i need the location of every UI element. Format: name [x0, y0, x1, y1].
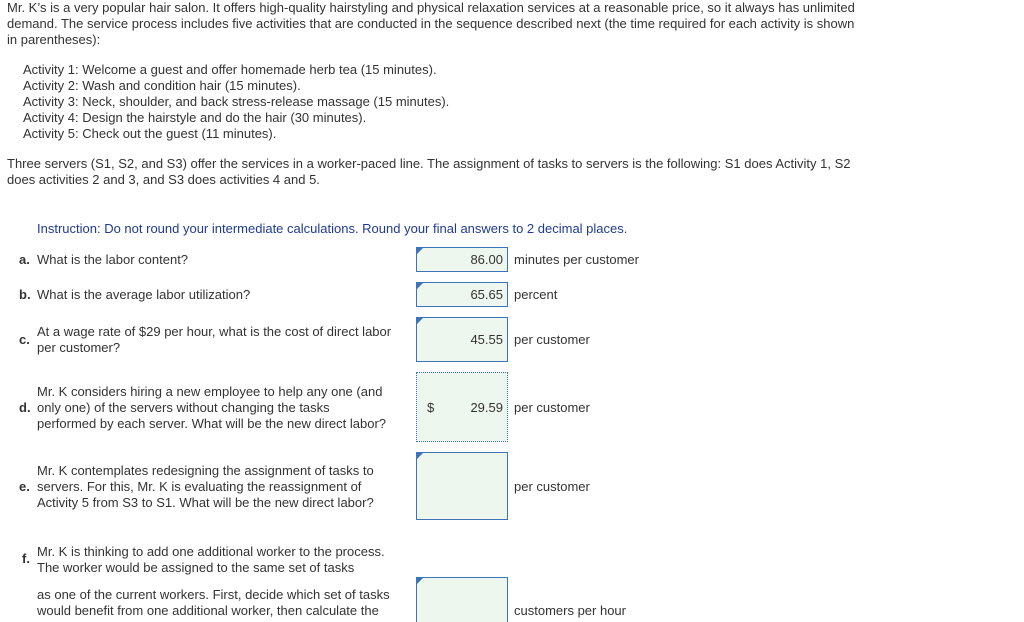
- question-d-line: Mr. K considers hiring a new employee to help any one (and: [37, 384, 383, 399]
- question-b-text: What is the average labor utilization?: [37, 287, 251, 302]
- activity-5: Activity 5: Check out the guest (11 minutes).: [23, 126, 277, 141]
- question-c-line: per customer?: [37, 340, 121, 355]
- answer-b-input[interactable]: [416, 282, 508, 307]
- question-d-line: performed by each server. What will be the new direct labor?: [37, 416, 387, 431]
- question-c-letter: c.: [19, 332, 30, 347]
- question-e-line: Mr. K contemplates redesigning the assignment of tasks to: [37, 463, 374, 478]
- question-a-text: What is the labor content?: [37, 252, 189, 267]
- question-c-line: At a wage rate of $29 per hour, what is the cost of direct labor: [37, 324, 392, 339]
- answer-a-unit: minutes per customer: [514, 252, 639, 267]
- flag-icon: [417, 453, 423, 459]
- activity-list: [23, 62, 449, 142]
- question-d-letter: d.: [19, 400, 31, 415]
- flag-icon: [417, 248, 423, 254]
- answer-a-value: 86.00: [470, 252, 503, 267]
- answer-a-input[interactable]: [416, 247, 508, 272]
- answer-c-unit: per customer: [514, 332, 590, 347]
- answer-c-input[interactable]: [416, 317, 508, 362]
- answer-d-unit: per customer: [514, 400, 590, 415]
- answer-b-unit: percent: [514, 287, 558, 302]
- answer-e-unit: per customer: [514, 479, 590, 494]
- question-e-line: servers. For this, Mr. K is evaluating the reassignment of: [37, 479, 362, 494]
- question-f-line: The worker would be assigned to the same set of tasks: [37, 560, 355, 575]
- activity-1: Activity 1: Welcome a guest and offer homemade herb tea (15 minutes).: [23, 62, 437, 77]
- servers-description: Three servers (S1, S2, and S3) offer the services in a worker-paced line. The assignment of tasks to servers is the following: S1 does Activity 1, S2 does activities 2 and 3, and S3 does activities 4 and 5.: [7, 156, 851, 187]
- question-f-line: would benefit from one additional worker, then calculate the: [37, 603, 379, 618]
- answer-f-unit: customers per hour: [514, 603, 626, 618]
- activity-3: Activity 3: Neck, shoulder, and back stress-release massage (15 minutes).: [23, 94, 450, 109]
- answer-e-input[interactable]: [416, 452, 508, 520]
- question-c-text: [37, 324, 391, 356]
- question-f-line: as one of the current workers. First, decide which set of tasks: [37, 587, 390, 602]
- question-e-letter: e.: [19, 479, 30, 494]
- question-f-line: Mr. K is thinking to add one additional worker to the process.: [37, 544, 385, 559]
- answer-b-value: 65.65: [470, 287, 503, 302]
- question-b-letter: b.: [19, 287, 31, 302]
- instruction-text: Instruction: Do not round your intermediate calculations. Round your final answers to 2 decimal places.: [37, 221, 628, 236]
- question-f-letter: f.: [22, 551, 30, 566]
- question-f-text-bottom: [37, 587, 390, 619]
- answer-c-value: 45.55: [470, 332, 503, 347]
- activity-4: Activity 4: Design the hairstyle and do the hair (30 minutes).: [23, 110, 367, 125]
- question-e-line: Activity 5 from S3 to S1. What will be the new direct labor?: [37, 495, 374, 510]
- answer-d-value: 29.59: [470, 399, 503, 415]
- answer-f-input[interactable]: [416, 577, 508, 622]
- question-e-text: [37, 463, 374, 511]
- activity-2: Activity 2: Wash and condition hair (15 minutes).: [23, 78, 301, 93]
- question-a-letter: a.: [19, 252, 30, 267]
- flag-icon: [417, 318, 423, 324]
- question-d-text: [37, 384, 386, 432]
- problem-intro: Mr. K’s is a very popular hair salon. It offers high-quality hairstyling and physical relaxation services at a reasonable price, so it always has unlimited demand. The service process includes five activities that are conducted in the sequence described next (the time required for each activity is shown in parentheses):: [7, 0, 855, 47]
- flag-icon: [417, 578, 423, 584]
- answer-d-currency: $: [427, 400, 435, 415]
- flag-icon: [417, 283, 423, 289]
- question-d-line: only one) of the servers without changing the tasks: [37, 400, 330, 415]
- question-f-text-top: [37, 544, 385, 576]
